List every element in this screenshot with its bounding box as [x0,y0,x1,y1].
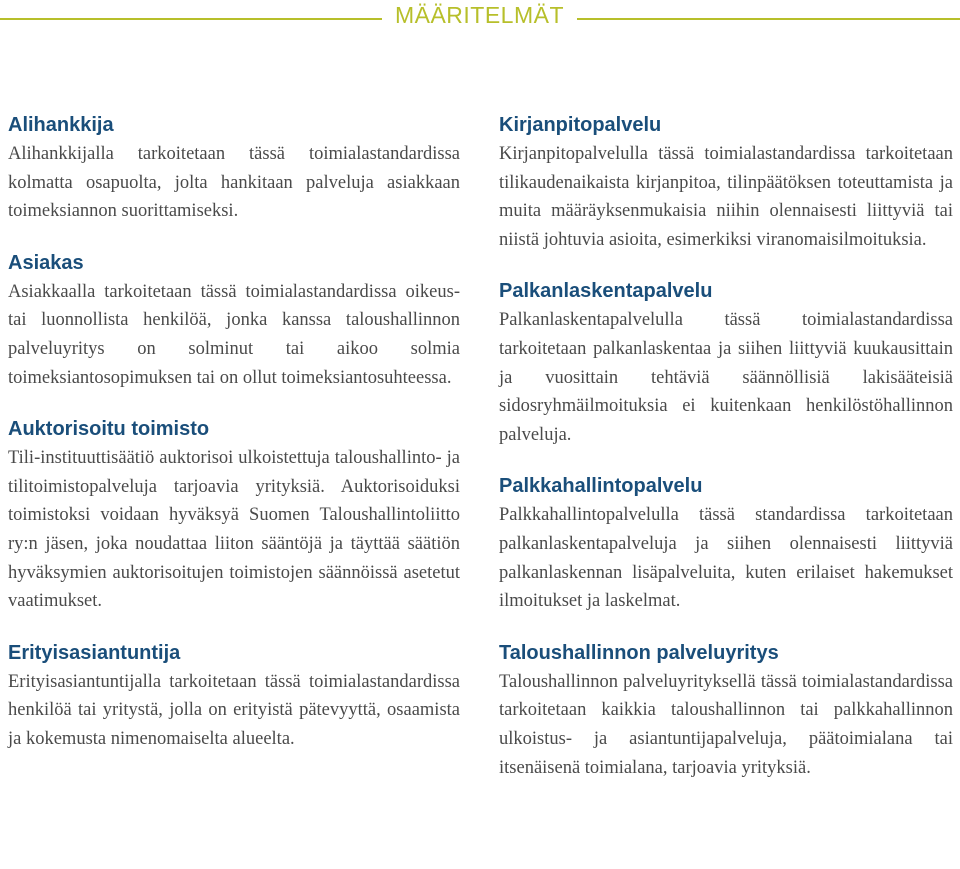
term-definition: Palkkahallintopalvelulla tässä standardissa tarkoitetaan palkanlaskentapalveluja ja siihen olennaisesti liittyviä palkanlaskennan lisäpalveluita, kuten erilaiset hakemukset ilmoitukset ja laskelmat. [499,505,953,612]
definition-taloushallinnon-palveluyritys [499,638,953,782]
definition-palkanlaskentapalvelu [499,276,953,449]
definition-alihankkija [8,110,460,226]
term-heading: Palkanlaskentapalvelu [499,280,713,303]
term-definition: Erityisasiantuntijalla tarkoitetaan tässä toimialastandardissa henkilöä tai yritystä, jolla on erityistä pätevyyttä, osaamista ja kokemusta nimenomaiselta alueelta. [8,671,460,749]
term-heading: Kirjanpitopalvelu [499,114,662,136]
term-heading: Erityisasiantuntija [8,641,181,664]
term-heading: Alihankkija [8,114,114,136]
term-heading: Palkkahallintopalvelu [499,475,703,498]
definition-erityisasiantuntija [8,638,460,754]
page-title: MÄÄRITELMÄT [394,2,565,28]
header-rule-left [0,18,382,20]
term-definition: Asiakkaalla tarkoitetaan tässä toimialastandardissa oikeus- tai luonnollista henkilöä, jonka kanssa taloushallinnon palveluyritys on solminut tai aikoo solmia toimeksiantosopimuksen tai on ollut toimeksiantosuhteessa. [8,281,460,388]
term-heading: Taloushallinnon palveluyritys [499,641,779,664]
term-definition: Taloushallinnon palveluyrityksellä tässä toimialastandardissa tarkoitetaan kaikkia taloushallinnon tai palkkahallinnon ulkoistus- ja asiantuntijapalveluja, päätoimialana tai itsenäisenä toimialana, tarjoavia yrityksiä. [499,671,953,778]
page-header [0,0,960,38]
definition-asiakas [8,248,460,392]
right-column [499,110,953,782]
term-definition: Tili-instituuttisäätiö auktorisoi ulkoistettuja taloushallinto- ja tilitoimistopalveluja tarjoavia yrityksiä. Auktorisoiduksi toimistoksi voidaan hyväksyä Suomen Taloushallintoliitto ry:n jäsen, joka noudattaa liiton sääntöjä ja täyttää säätiön hyväksymien auktorisoitujen toimistojen säännöissä asetetut vaatimukset. [8,448,460,612]
definition-palkkahallintopalvelu [499,471,953,615]
header-rule-right [577,18,960,20]
term-definition: Alihankkijalla tarkoitetaan tässä toimialastandardissa kolmatta osapuolta, jolta hankitaan palveluja asiakkaan toimeksiannon suorittamiseksi. [8,144,460,222]
term-heading: Asiakas [8,251,84,274]
definition-auktorisoitu-toimisto [8,414,460,616]
term-heading: Auktorisoitu toimisto [8,418,210,441]
term-definition: Palkanlaskentapalvelulla tässä toimialastandardissa tarkoitetaan palkanlaskentaa ja siihen liittyviä kuukausittain ja vuosittain tehtäviä säännöllisiä lakisääteisiä sidosryhmäilmoituksia ei kuitenkaan henkilöstöhallinnon palveluja. [499,310,953,445]
term-definition: Kirjanpitopalvelulla tässä toimialastandardissa tarkoitetaan tilikaudenaikaista kirjanpitoa, tilinpäätöksen toteuttamista ja muita määräyksenmukaisia niihin olennaisesti liittyviä tai niistä johtuvia asioita, esimerkiksi viranomaisilmoituksia. [499,144,953,250]
left-column [8,110,460,754]
definition-kirjanpitopalvelu [499,110,953,254]
